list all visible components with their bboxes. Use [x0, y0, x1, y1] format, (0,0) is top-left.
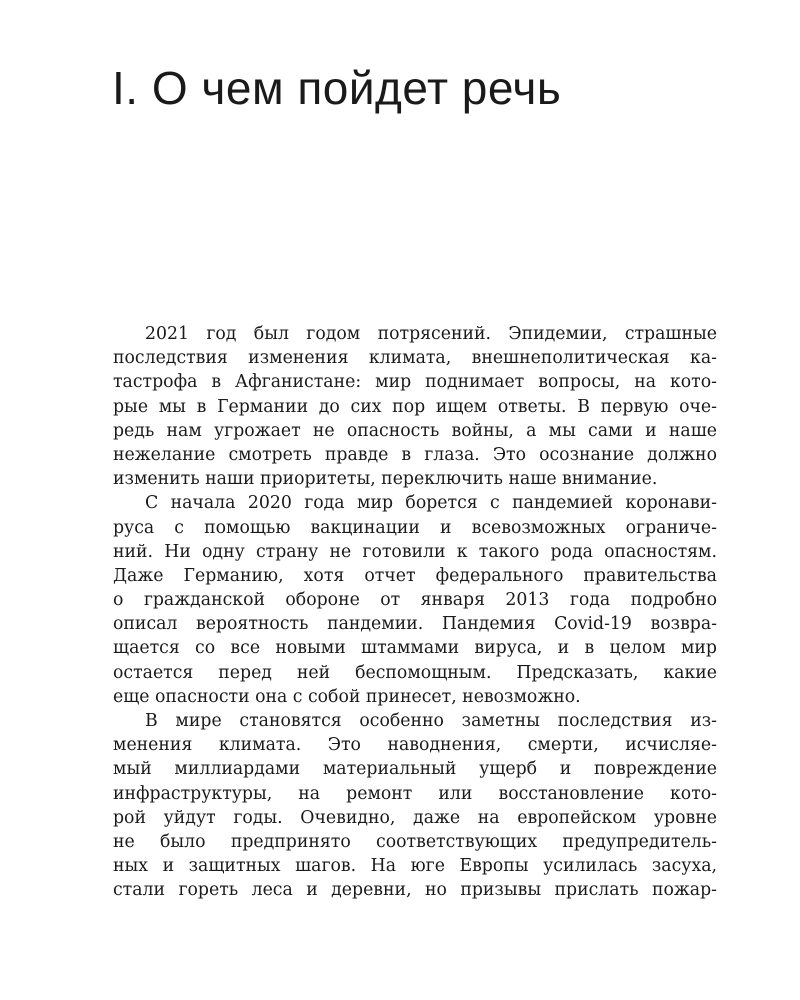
text-line: не было предпринято соответствующих предупредитель- [113, 831, 717, 852]
text-line: ных и защитных шагов. На юге Европы усилилась засуха, [113, 856, 717, 877]
text-line: ний. Ни одну страну не готовили к такого рода опасностям. [113, 541, 717, 562]
text-line: щается со все новыми штаммами вируса, и в целом мир [113, 638, 717, 659]
text-line: Даже Германию, хотя отчет федерального правительства [113, 565, 717, 586]
text-line: С начала 2020 года мир борется с пандемией коронави- [145, 493, 717, 514]
text-line: о гражданской обороне от января 2013 года подробно [113, 590, 717, 611]
text-line: еще опасности она с собой принесет, невозможно. [113, 686, 581, 707]
text-line: В мире становятся особенно заметны последствия из- [145, 711, 717, 731]
text-line: редь нам угрожает не опасность войны, а мы сами и наше [113, 420, 717, 441]
text-line: нежелание смотреть правде в глаза. Это осознание должно [113, 444, 717, 465]
text-line: инфраструктуры, на ремонт или восстановление кото- [113, 783, 717, 804]
text-line: руса с помощью вакцинации и всевозможных ограниче- [113, 517, 717, 538]
text-line: рой уйдут годы. Очевидно, даже на европейском уровне [113, 807, 717, 828]
text-line: стали гореть леса и деревни, но призывы прислать пожар- [113, 880, 717, 901]
text-line: остается перед ней беспомощным. Предсказать, какие [113, 662, 717, 683]
chapter-title: I. О чем пойдет речь [112, 62, 562, 114]
text-line: описал вероятность пандемии. Пандемия Covid-19 возвра- [113, 614, 717, 635]
text-line: менения климата. Это наводнения, смерти, исчисляе- [113, 735, 717, 756]
text-line: изменить наши приоритеты, переключить наше внимание. [113, 469, 658, 490]
text-line: тастрофа в Афганистане: мир поднимает вопросы, на кото- [113, 372, 717, 393]
text-line: мый миллиардами материальный ущерб и повреждение [113, 759, 717, 780]
text-line: 2021 год был годом потрясений. Эпидемии, страшные [145, 324, 717, 344]
text-line: рые мы в Германии до сих пор ищем ответы. В первую оче- [113, 396, 717, 417]
body-text [113, 322, 717, 903]
text-line: последствия изменения климата, внешнеполитическая ка- [113, 348, 717, 369]
